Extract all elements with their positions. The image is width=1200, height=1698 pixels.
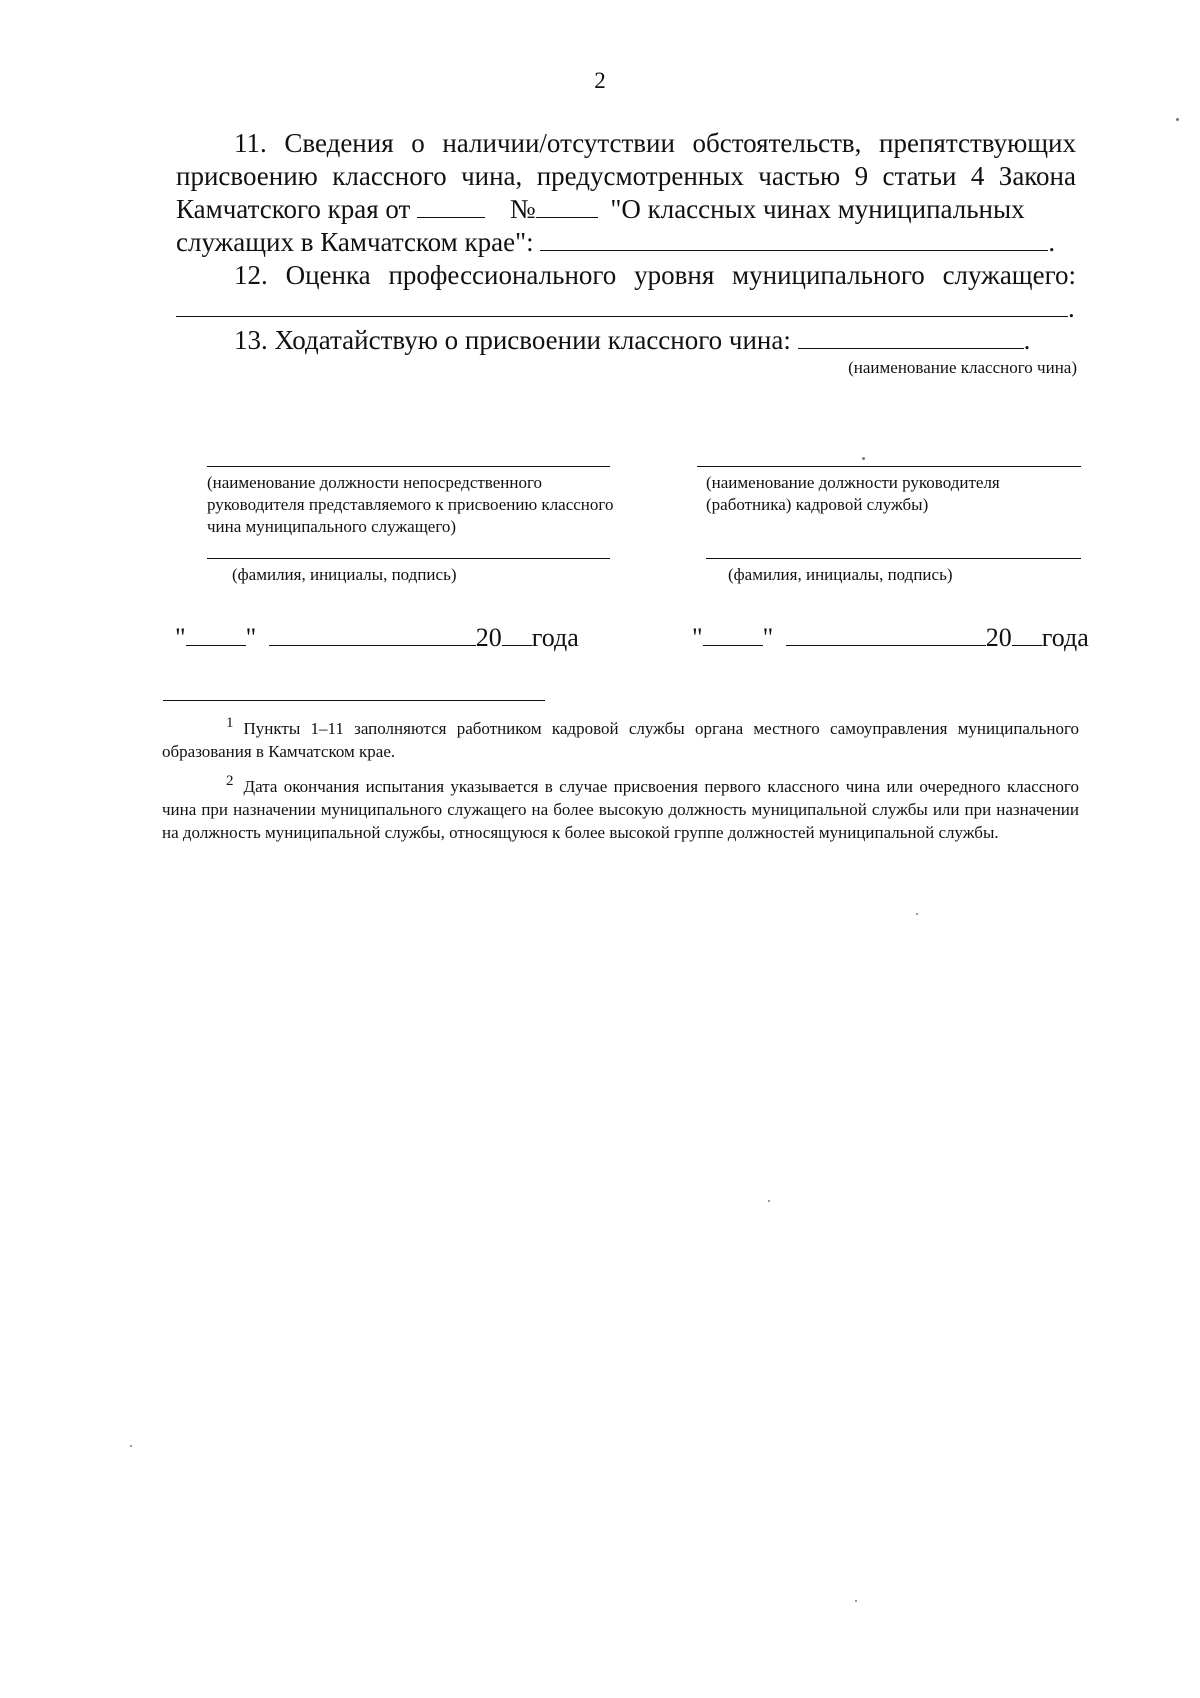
item-13-period: . — [1023, 325, 1031, 355]
item-12-line-2 — [176, 292, 1076, 325]
item-11-line-2: присвоению классного чина, предусмотренных частью 9 статьи 4 Закона — [176, 161, 1076, 191]
right-month-field[interactable] — [786, 621, 986, 646]
item-11-number-sign: № — [509, 194, 536, 224]
right-year-field[interactable] — [1012, 621, 1042, 646]
item-12 — [176, 259, 1076, 325]
right-year-suffix: года — [1041, 623, 1089, 652]
scan-speck — [130, 1445, 132, 1447]
footnote-1-text: Пункты 1–11 заполняются работником кадровой службы органа местного самоуправления муниципального образования в Камчатском крае. — [162, 719, 1079, 761]
item-12-period: . — [1068, 293, 1075, 323]
item-11-line-3 — [176, 193, 1076, 226]
right-signature-line[interactable] — [706, 558, 1081, 559]
circumstances-field[interactable] — [540, 226, 1048, 251]
professional-level-field[interactable] — [176, 292, 1068, 317]
footnote-2 — [162, 770, 1079, 844]
right-year-prefix: 20 — [985, 623, 1012, 652]
footnote-2-text: Дата окончания испытания указывается в случае присвоения первого классного чина или очередного классного чина при назначении муниципального служащего на более высокую должность муниципальной службы или при назначении на должность муниципальной службы, относящуюся к более высокой группе должностей муниципальной службы. — [162, 777, 1079, 842]
item-11-period: . — [1048, 227, 1056, 257]
item-11-law-title: "О классных чинах муниципальных — [610, 194, 1025, 224]
left-year-suffix: года — [531, 623, 579, 652]
left-month-field[interactable] — [269, 621, 476, 646]
scan-speck — [862, 457, 865, 460]
item-13-text: 13. Ходатайствую о присвоении классного чина: — [234, 325, 791, 355]
left-position-caption: (наименование должности непосредственного руководителя представляемого к присвоению классного чина муниципального служащего) — [207, 473, 614, 536]
item-11-line-4 — [176, 226, 1076, 259]
scan-speck — [916, 913, 918, 915]
right-date-quote-close: " — [762, 623, 774, 652]
right-position-line[interactable] — [697, 466, 1081, 467]
item-11-law-prefix: Камчатского края от — [176, 194, 411, 224]
left-signature-caption: (фамилия, инициалы, подпись) — [232, 565, 457, 584]
class-rank-caption: (наименование классного чина) — [848, 358, 1077, 377]
footnote-separator — [163, 700, 545, 701]
right-position-caption: (наименование должности руководителя (работника) кадровой службы) — [706, 473, 1000, 514]
left-day-field[interactable] — [186, 621, 246, 646]
scan-speck — [855, 1600, 857, 1602]
item-11 — [176, 127, 1076, 259]
left-date-row — [175, 621, 579, 653]
left-year-prefix: 20 — [475, 623, 502, 652]
left-signature-line[interactable] — [207, 558, 610, 559]
item-11-law-title-end: служащих в Камчатском крае": — [176, 227, 534, 257]
footnote-1 — [162, 712, 1079, 763]
law-date-field[interactable] — [417, 193, 485, 218]
right-day-field[interactable] — [703, 621, 763, 646]
item-13 — [176, 324, 1076, 357]
right-date-quote-open: " — [692, 623, 703, 652]
page-number: 2 — [594, 68, 606, 93]
left-year-field[interactable] — [502, 621, 532, 646]
scan-speck — [1176, 118, 1179, 121]
left-date-quote-close: " — [245, 623, 257, 652]
class-rank-field[interactable] — [798, 324, 1024, 349]
item-11-line-1: 11. Сведения о наличии/отсутствии обстоятельств, препятствующих — [234, 128, 1076, 158]
footnote-1-mark: 1 — [226, 715, 234, 731]
right-date-row — [692, 621, 1089, 653]
law-number-field[interactable] — [536, 193, 598, 218]
footnote-2-mark: 2 — [226, 773, 234, 789]
left-date-quote-open: " — [175, 623, 186, 652]
left-position-line[interactable] — [207, 466, 610, 467]
item-12-line-1: 12. Оценка профессионального уровня муниципального служащего: — [234, 260, 1076, 290]
right-signature-caption: (фамилия, инициалы, подпись) — [728, 565, 953, 584]
scan-speck — [768, 1200, 770, 1202]
